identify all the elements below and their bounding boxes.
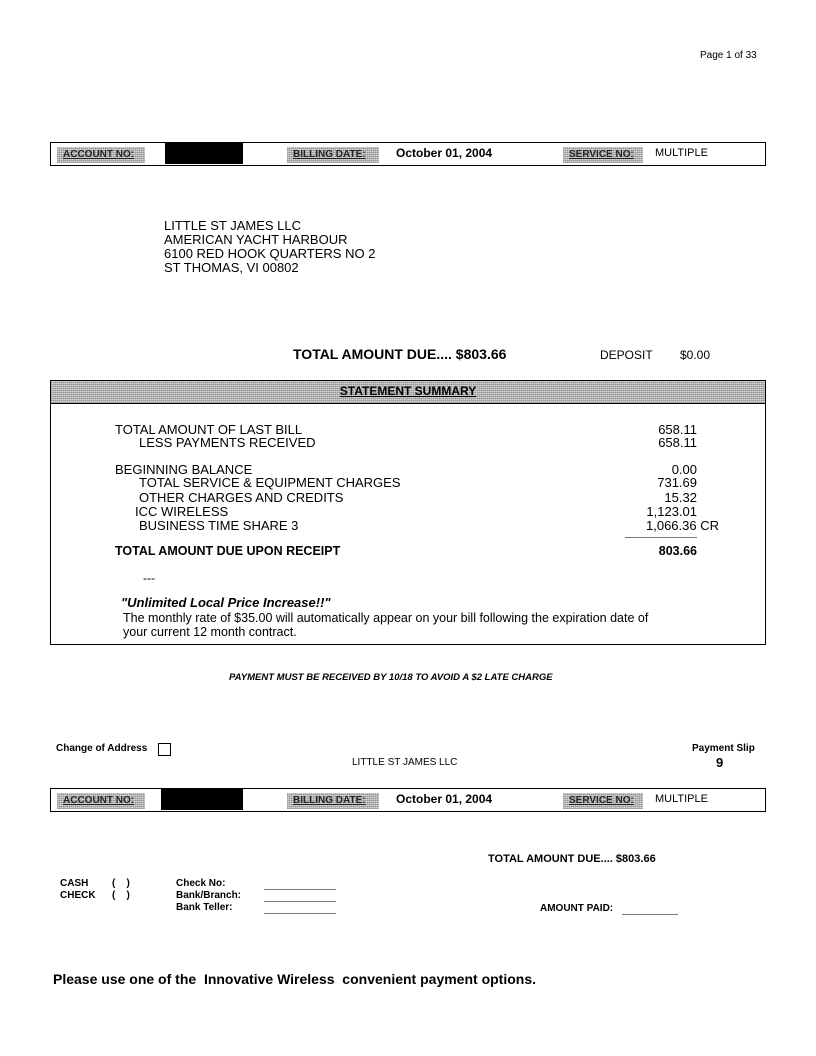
slip-customer-name: LITTLE ST JAMES LLC <box>352 757 458 768</box>
summary-row-payments: LESS PAYMENTS RECEIVED <box>139 435 316 450</box>
change-of-address-label: Change of Address <box>56 743 148 754</box>
payment-slip-number: 9 <box>716 755 724 770</box>
address-line-2: AMERICAN YACHT HARBOUR <box>164 232 348 247</box>
bank-branch-field[interactable] <box>264 901 336 902</box>
payment-slip-title: Payment Slip <box>692 743 755 754</box>
slip-header-bar <box>50 788 766 812</box>
summary-row-time-share: BUSINESS TIME SHARE 3 <box>139 518 299 533</box>
summary-row-other-charges: OTHER CHARGES AND CREDITS <box>139 490 344 505</box>
summary-dashes: --- <box>143 571 155 585</box>
summary-row-icc-wireless: ICC WIRELESS <box>135 504 229 519</box>
summary-value-icc-wireless: 1,123.01 <box>646 504 697 519</box>
promo-line-2: your current 12 month contract. <box>123 625 297 639</box>
late-charge-notice: PAYMENT MUST BE RECEIVED BY 10/18 TO AVOID A $2 LATE CHARGE <box>229 672 553 683</box>
bank-teller-field[interactable] <box>264 913 336 914</box>
slip-service-label: SERVICE NO: <box>563 793 643 809</box>
amount-paid-label: AMOUNT PAID: <box>540 903 614 914</box>
address-line-3: 6100 RED HOOK QUARTERS NO 2 <box>164 246 376 261</box>
summary-value-beginning-balance: 0.00 <box>671 462 697 477</box>
check-no-label: Check No: <box>176 878 226 889</box>
bank-teller-label: Bank Teller: <box>176 902 233 913</box>
slip-service-number: MULTIPLE <box>655 793 708 805</box>
summary-row-last-bill: TOTAL AMOUNT OF LAST BILL <box>115 422 303 437</box>
summary-row-beginning-balance: BEGINNING BALANCE <box>115 462 253 477</box>
billing-date-label: BILLING DATE: <box>287 147 379 163</box>
summary-row-service-charges: TOTAL SERVICE & EQUIPMENT CHARGES <box>139 475 401 490</box>
service-label: SERVICE NO: <box>563 147 643 163</box>
service-number: MULTIPLE <box>655 147 708 159</box>
cash-label: CASH <box>60 878 89 889</box>
summary-value-last-bill: 658.11 <box>658 422 697 437</box>
summary-total-label: TOTAL AMOUNT DUE UPON RECEIPT <box>115 544 341 558</box>
bank-branch-label: Bank/Branch: <box>176 890 242 901</box>
header-bar <box>50 142 766 166</box>
check-option[interactable]: ( ) <box>112 890 130 901</box>
slip-billing-date: October 01, 2004 <box>396 792 493 806</box>
statement-summary <box>50 380 766 645</box>
promo-line-1: The monthly rate of $35.00 will automatically appear on your bill following the expiration date of <box>123 611 649 625</box>
summary-value-other-charges: 15.32 <box>664 490 697 505</box>
change-of-address-checkbox[interactable] <box>158 743 171 756</box>
cash-option[interactable]: ( ) <box>112 878 130 889</box>
account-label: ACCOUNT NO: <box>57 147 145 163</box>
billing-date: October 01, 2004 <box>396 146 493 160</box>
amount-paid-field[interactable] <box>622 914 678 915</box>
summary-total-value: 803.66 <box>658 544 697 558</box>
check-no-field[interactable] <box>264 889 336 890</box>
deposit-value: $0.00 <box>680 348 711 362</box>
total-amount-due: TOTAL AMOUNT DUE.... $803.66 <box>293 346 507 362</box>
account-number-redacted <box>165 143 243 164</box>
page-number: Page 1 of 33 <box>700 50 757 61</box>
summary-value-time-share: 1,066.36 CR <box>646 518 719 533</box>
slip-account-number-redacted <box>161 789 243 810</box>
summary-total-rule <box>625 537 697 538</box>
check-label: CHECK <box>60 890 96 901</box>
slip-total-amount-due: TOTAL AMOUNT DUE.... $803.66 <box>488 853 656 865</box>
address-line-4: ST THOMAS, VI 00802 <box>164 260 299 275</box>
summary-value-service-charges: 731.69 <box>657 475 697 490</box>
slip-billing-date-label: BILLING DATE: <box>287 793 379 809</box>
summary-value-payments: 658.11 <box>658 435 697 450</box>
footer-message: Please use one of the Innovative Wireless convenient payment options. <box>53 971 536 987</box>
summary-title: STATEMENT SUMMARY <box>339 384 477 398</box>
deposit-label: DEPOSIT <box>600 348 653 362</box>
address-line-1: LITTLE ST JAMES LLC <box>164 218 302 233</box>
summary-title-bar <box>51 381 765 404</box>
promo-title: "Unlimited Local Price Increase!!" <box>121 595 331 610</box>
slip-account-label: ACCOUNT NO: <box>57 793 145 809</box>
